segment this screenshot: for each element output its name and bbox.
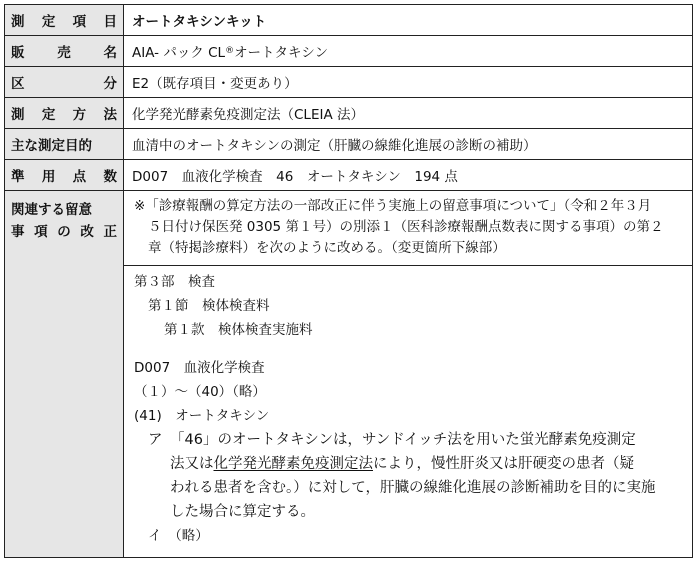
range-omitted: （１）～（40）（略） [134,384,266,400]
item-i-omitted: イ （略） [148,528,209,544]
value-classification: E2（既存項目・変更あり） [132,76,298,92]
value-method: 化学発光酵素免疫測定法（CLEIA 法） [132,107,364,123]
label-char: 測 [11,107,25,123]
row-classification [5,67,692,98]
value-points: D007 血液化学検査 46 オートタキシン 194 点 [132,169,458,185]
item-a-line: われる患者を含む。）に対して，肝臓の線維化進展の診断補助を目的に実施 [170,480,656,496]
label-char: 定 [41,107,56,123]
label-char: 名 [103,45,117,61]
value-measurement-item: オートタキシンキット [132,14,267,30]
label-char: 点 [72,169,87,185]
item-a-mark: ア [148,432,163,448]
label-char: 事 [11,224,25,240]
notice-line: ５日付け保医発 0305 第１号）の別添１（医科診療報酬点数表に関する事項）の第２ [148,219,664,235]
row-purpose [5,129,692,160]
label-revision-line1: 関連する留意 [11,202,92,218]
label-char: 測 [11,14,25,30]
article-heading: 第１款 検体検査実施料 [164,322,313,338]
label-char: 用 [41,169,56,185]
label-char: 定 [41,14,56,30]
label-revision [5,191,124,557]
label-char: 売 [57,45,71,61]
label-char: 分 [103,76,117,92]
label-revision-line2 [11,221,117,243]
notice-line: 章（特掲診療料）を次のように改める。（変更箇所下線部） [148,240,506,256]
item-a-text-plain: 法又は [170,456,214,472]
part-heading: 第３部 検査 [134,274,215,290]
item-a-line: した場合に算定する。 [170,504,315,520]
label-char: 数 [103,169,117,185]
item-a-text-plain: により，慢性肝炎又は肝硬変の患者（疑 [373,456,634,472]
product-name-prefix: AIA- パック CL [132,45,226,61]
revision-notice [124,191,692,266]
value-purpose: 血清中のオートタキシンの測定（肝臓の線維化進展の診断の補助） [132,138,537,154]
label-measurement-item [5,5,124,35]
item-a-line: 「46」のオートタキシンは，サンドイッチ法を用いた蛍光酵素免疫測定 [170,432,636,448]
label-purpose: 主な測定目的 [5,129,124,159]
item-a [134,428,684,524]
item-41-heading: (41) オートタキシン [134,408,270,424]
label-char: 方 [72,107,87,123]
label-char: 区 [11,76,25,92]
label-char: の [57,224,71,240]
label-char: 目 [103,14,117,30]
row-points [5,160,692,191]
label-char: 準 [11,169,25,185]
registered-mark: ® [225,46,235,56]
item-a-text [170,428,684,524]
label-char: 正 [103,224,117,240]
item-a-line [170,452,684,476]
revision-content [124,191,692,557]
label-char: 法 [103,107,117,123]
row-measurement-item [5,5,692,36]
underlined-change: 化学発光酵素免疫測定法 [213,456,373,472]
product-name-suffix: オートタキシン [234,45,329,61]
revision-body [124,266,692,557]
label-char: 改 [80,224,94,240]
row-revision [5,191,692,557]
document-table [4,4,693,558]
row-method [5,98,692,129]
label-char: 項 [72,14,87,30]
row-product-name [5,36,692,67]
label-points [5,160,124,190]
notice-line: ※「診療報酬の算定方法の一部改正に伴う実施上の留意事項について」（令和２年３月 [134,198,652,214]
label-classification [5,67,124,97]
section-heading: 第１節 検体検査料 [148,298,270,314]
label-char: 項 [34,224,48,240]
d007-heading: D007 血液化学検査 [134,360,265,376]
value-product-name [124,36,692,66]
label-method [5,98,124,128]
label-product-name [5,36,124,66]
label-char: 販 [11,45,25,61]
